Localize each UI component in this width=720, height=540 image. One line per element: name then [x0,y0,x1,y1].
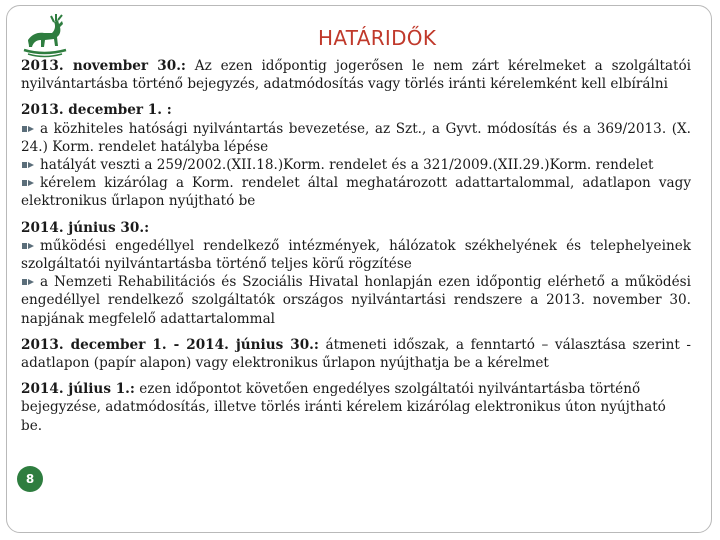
section-text: ezen időpontot követően engedélyes szolgáltatói nyilvántartásba történő bejegyzése, adatmódosítás, illetve törlés iránti kérelem kizárólag elektronikus úton nyújtható be. [21,381,666,434]
list-item-text: a közhiteles hatósági nyilvántartás bevezetése, az Szt., a Gyvt. módosítás és a 369/2013. (X. 24.) Korm. rendelet hatályba lépése [21,120,691,155]
section-date: 2014. június 30.: [21,219,150,236]
bullet-icon [21,160,35,170]
section-date: 2013. december 1. - 2014. június 30.: [21,336,319,353]
section-2014-jul-1 [21,380,691,435]
list-item-text: hatályát veszti a 259/2002.(XII.18.)Korm. rendelet és a 321/2009.(XII.29.)Korm. rendelet [40,157,654,174]
section-transition-period [21,336,691,372]
deer-logo-icon [18,12,70,62]
section-text: átmeneti időszak, a fenntartó – választása szerint - adatlapon (papír alapon) vagy elektronikus űrlapon nyújthatja be a kérelmet [21,336,691,372]
section-2014-jun-30-heading [21,219,691,237]
list-item-text: működési engedéllyel rendelkező intézmények, hálózatok székhelyének és telephelyeinek szolgáltatói nyilvántartásba történő teljes körű rögzítése [21,237,691,273]
bullet-icon [21,241,35,251]
page-number-badge: 8 [17,466,43,492]
list-item-text: a Nemzeti Rehabilitációs és Szociális Hivatal honlapján ezen időpontig elérhető a működési engedéllyel rendelkező szolgáltatók országos nyilvántartási rendszere a 2013. november 30. napjának megfelelő adattartalommal [21,274,691,327]
bullet-icon [21,124,35,134]
section-date: 2014. július 1.: [21,381,135,398]
section-date: 2013. november 30.: [21,58,186,74]
deadlines-content [21,57,691,435]
list-item [21,120,691,156]
list-item [21,237,691,273]
list-item [21,273,691,328]
bullet-icon [21,277,35,287]
section-date: 2013. december 1. : [21,102,172,119]
section-2013-nov-30 [21,57,691,93]
list-item [21,156,691,174]
list-item-text: kérelem kizárólag a Korm. rendelet által meghatározott adattartalommal, adatlapon vagy elektronikus űrlapon nyújtható be [21,175,691,210]
section-2013-dec-1-heading [21,101,691,119]
bullet-icon [21,178,35,188]
section-text: Az ezen időpontig jogerősen le nem zárt kérelmeket a szolgáltatói nyilvántartásba történő bejegyzés, adatmódosítás vagy törlés iránti kérelemként kell elbírálni [21,58,691,93]
list-item [21,174,691,210]
page-title: HATÁRIDŐK [318,26,437,50]
